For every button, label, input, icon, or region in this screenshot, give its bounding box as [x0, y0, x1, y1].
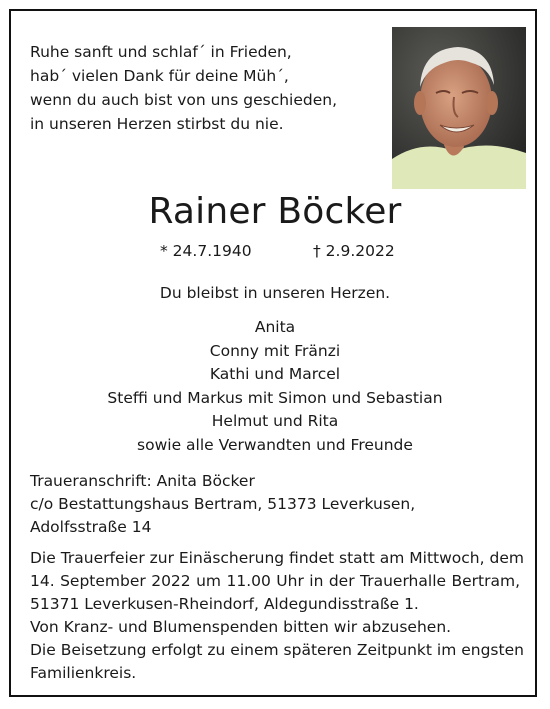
poem-line: Ruhe sanft und schlaf´ in Frieden, — [30, 43, 292, 61]
service-line: Die Beisetzung erfolgt zu einem späteren Zeitpunkt im engsten — [30, 641, 524, 659]
death-date: † 2.9.2022 — [313, 242, 395, 260]
deceased-name: Rainer Böcker — [148, 191, 402, 232]
service-info — [30, 547, 524, 685]
portrait-photo — [392, 27, 526, 189]
service-line: Die Trauerfeier zur Einäscherung findet statt am Mittwoch, dem — [30, 549, 524, 567]
poem-line: wenn du auch bist von uns geschieden, — [30, 91, 338, 109]
address-line: Adolfsstraße 14 — [30, 518, 152, 536]
mourner-line: Anita — [254, 318, 296, 336]
portrait-illustration — [392, 27, 526, 189]
service-line: 14. September 2022 um 11.00 Uhr in der Trauerhalle Bertram, — [30, 572, 520, 590]
service-line: 51371 Leverkusen-Rheindorf, Aldegundisstraße 1. — [30, 595, 419, 613]
mourning-address — [30, 470, 415, 539]
mourner-line: sowie alle Verwandten und Freunde — [137, 435, 413, 454]
mourner-line: Conny mit Fränzi — [209, 341, 341, 360]
service-line: Familienkreis. — [30, 664, 137, 682]
mourner-line: Steffi und Markus mit Simon und Sebastian — [107, 388, 443, 407]
memorial-poem — [30, 40, 337, 136]
mourner-line: Kathi und Marcel — [209, 365, 341, 383]
service-line: Von Kranz- und Blumenspenden bitten wir abzusehen. — [30, 618, 452, 636]
address-line: c/o Bestattungshaus Bertram, 51373 Leverkusen, — [30, 495, 416, 513]
birth-date: * 24.7.1940 — [160, 242, 252, 260]
address-line: Traueranschrift: Anita Böcker — [30, 472, 255, 490]
motto: Du bleibst in unseren Herzen. — [159, 284, 391, 302]
poem-line: in unseren Herzen stirbst du nie. — [30, 115, 284, 133]
mourners-list — [0, 316, 550, 457]
poem-line: hab´ vielen Dank für deine Müh´, — [30, 67, 289, 85]
mourner-line: Helmut und Rita — [211, 412, 339, 430]
